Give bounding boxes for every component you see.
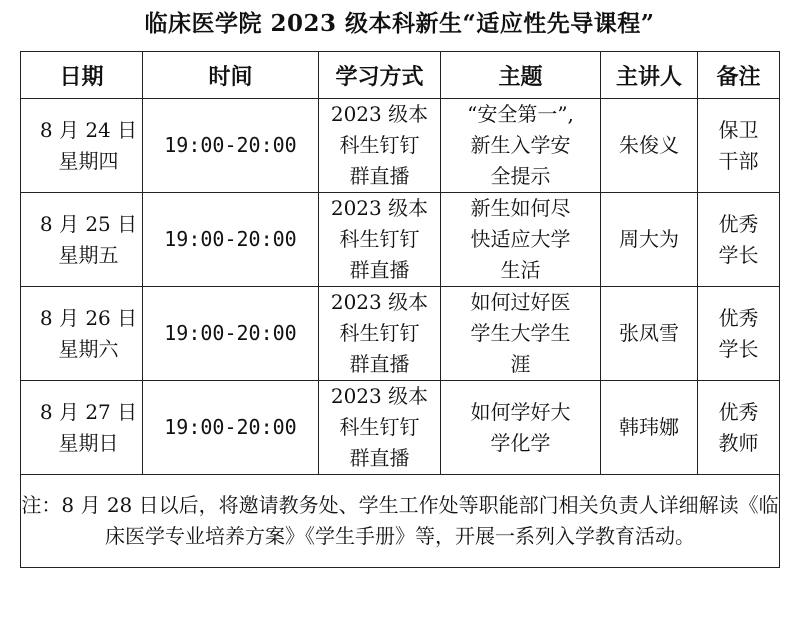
weekday-text: 星期四 [58,148,119,173]
note-cell: 优秀 学长 [698,287,780,381]
header-topic: 主题 [441,52,601,99]
date-text: 8 月 25 日 [39,211,138,236]
time-cell: 19:00-20:00 [143,193,319,287]
method-cell: 2023 级本 科生钉钉 群直播 [319,99,441,193]
note-cell: 优秀 教师 [698,381,780,475]
method-cell: 2023 级本 科生钉钉 群直播 [319,287,441,381]
speaker-cell: 周大为 [601,193,698,287]
footnote-row [21,475,780,568]
date-text: 8 月 27 日 [39,399,138,424]
speaker-cell: 张凤雪 [601,287,698,381]
method-cell: 2023 级本 科生钉钉 群直播 [319,193,441,287]
weekday-text: 星期五 [58,242,119,267]
footnote-text: 注：8 月 28 日以后，将邀请教务处、学生工作处等职能部门相关负责人详细解读《临床医学专业培养方案》《学生手册》等，开展一系列入学教育活动。 [21,475,780,568]
header-note: 备注 [698,52,780,99]
topic-cell: 如何学好大 学化学 [441,381,601,475]
topic-cell: “安全第一”, 新生入学安 全提示 [441,99,601,193]
table-row [21,287,780,381]
time-cell: 19:00-20:00 [143,381,319,475]
topic-cell: 如何过好医 学生大学生 涯 [441,287,601,381]
page-title: 临床医学院 2023 级本科新生“适应性先导课程” [144,10,655,37]
table-header-row [21,52,780,99]
table-row [21,99,780,193]
header-method: 学习方式 [319,52,441,99]
weekday-text: 星期日 [58,430,119,455]
topic-cell: 新生如何尽 快适应大学 生活 [441,193,601,287]
time-cell: 19:00-20:00 [143,287,319,381]
speaker-cell: 韩玮娜 [601,381,698,475]
date-cell [21,193,143,287]
weekday-text: 星期六 [58,336,119,361]
header-speaker: 主讲人 [601,52,698,99]
header-date: 日期 [21,52,143,99]
header-time: 时间 [143,52,319,99]
schedule-table [20,51,780,568]
note-cell: 保卫 干部 [698,99,780,193]
date-text: 8 月 24 日 [39,117,138,142]
time-cell: 19:00-20:00 [143,99,319,193]
method-cell: 2023 级本 科生钉钉 群直播 [319,381,441,475]
date-cell [21,99,143,193]
date-cell [21,381,143,475]
date-cell [21,287,143,381]
speaker-cell: 朱俊义 [601,99,698,193]
table-row [21,381,780,475]
date-text: 8 月 26 日 [39,305,138,330]
table-row [21,193,780,287]
note-cell: 优秀 学长 [698,193,780,287]
